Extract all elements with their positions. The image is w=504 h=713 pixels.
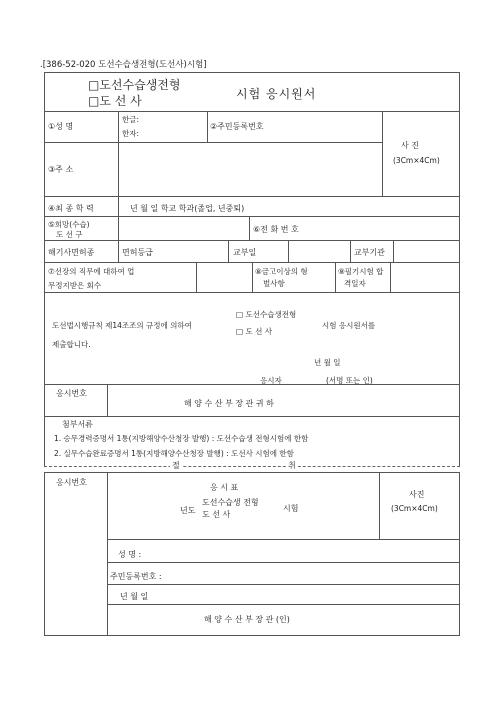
criminal-record-label-2: 벌사항: [263, 279, 285, 288]
attachment-item-1: 1. 승무경력증명서 1통(지방해양수산청장 발행) : 도선수습생 전형시험에 한함: [54, 434, 309, 443]
license-label: 해기사면허종: [48, 248, 95, 257]
statement-text: 도선법시행규칙 제14조조의 규정에 의하여: [52, 321, 192, 330]
photo-label: 사 진: [401, 141, 419, 150]
name-hangul-label: 한글:: [122, 115, 140, 124]
form-title: 시험 응시원서: [236, 87, 317, 101]
ticket-exam-label: 시험: [283, 504, 299, 513]
ticket-resident-no-field: 주민등록번호 :: [110, 572, 162, 581]
ticket-exam-no-label: 응시번호: [56, 478, 87, 487]
title-option-pilot: □도 선 사: [88, 94, 142, 108]
resident-no-label: ②주민등록번호: [210, 122, 264, 131]
education-label: ④최 종 학 력: [48, 204, 94, 213]
ticket-photo-label: 사진: [409, 490, 425, 499]
issue-date-label: 교부일: [233, 248, 257, 257]
name-label: ①성 명: [48, 122, 74, 131]
name-hanja-label: 한자:: [122, 129, 140, 138]
suspension-count-label-2: 무정지받은 회수: [48, 281, 102, 290]
ticket-heading: 응 시 표: [210, 483, 239, 492]
cut-label-left: 절: [172, 461, 180, 470]
criminal-record-label: ⑧금고이상의 형: [255, 267, 308, 276]
pilot-area-label: ⑤희망(수습): [48, 220, 90, 229]
exam-no-label: 응시번호: [56, 389, 87, 398]
statement-submit: 제출합니다.: [52, 340, 91, 349]
statement-suffix: 시험 응시원서를: [322, 321, 376, 330]
sign-note: (서명 또는 인): [326, 376, 373, 385]
addressee: 해 양 수 산 부 장 관 귀 하: [184, 399, 274, 408]
issuing-agency-label: 교부기관: [354, 248, 385, 257]
pilot-area-label-2: 도 선 구: [56, 230, 83, 239]
phone-label: ⑥전 화 번 호: [253, 225, 299, 234]
attachments-title: 첨부서류: [62, 420, 93, 429]
ticket-name-field: 성 명 :: [118, 550, 142, 559]
ticket-option-pilot: 도 선 사: [202, 510, 231, 519]
ticket-option-trainee: 도선수습생 전형: [202, 498, 259, 507]
statement-option-pilot: □ 도 선 사: [236, 327, 272, 336]
education-value: 년 월 일 학교 학과(졸업, 년중퇴): [130, 204, 245, 213]
statement-date: 년 월 일: [314, 358, 341, 367]
address-label: ③주 소: [48, 165, 74, 174]
form-code: .[386-52-020 도선수습생전형(도선사)시험]: [40, 60, 207, 70]
attachment-item-2: 2. 실무수습완료증명서 1통(지방해양수산청장 발행) : 도선사 시험에 한함: [54, 449, 294, 458]
ticket-issuer: 해 양 수 산 부 장 관 (인): [204, 615, 290, 624]
ticket-year-label: 년도: [180, 506, 196, 515]
written-exam-label: ⑨필기시험 합: [338, 267, 384, 276]
cut-line: [44, 466, 460, 467]
ticket-photo-size: (3Cm×4Cm): [391, 504, 438, 513]
ticket-date: 년 월 일: [120, 592, 149, 601]
suspension-count-label: ⑦선장의 직무에 대하여 업: [48, 267, 135, 276]
statement-option-trainee: □ 도선수습생전형: [236, 310, 297, 319]
written-exam-label-2: 격일자: [344, 279, 366, 288]
photo-size: (3Cm×4Cm): [393, 156, 440, 165]
cut-label-right: 취: [288, 461, 296, 470]
license-grade-label: 면허등급: [122, 248, 153, 257]
title-option-trainee: □도선수습생전형: [88, 78, 181, 92]
applicant-label: 응시자: [260, 376, 282, 385]
